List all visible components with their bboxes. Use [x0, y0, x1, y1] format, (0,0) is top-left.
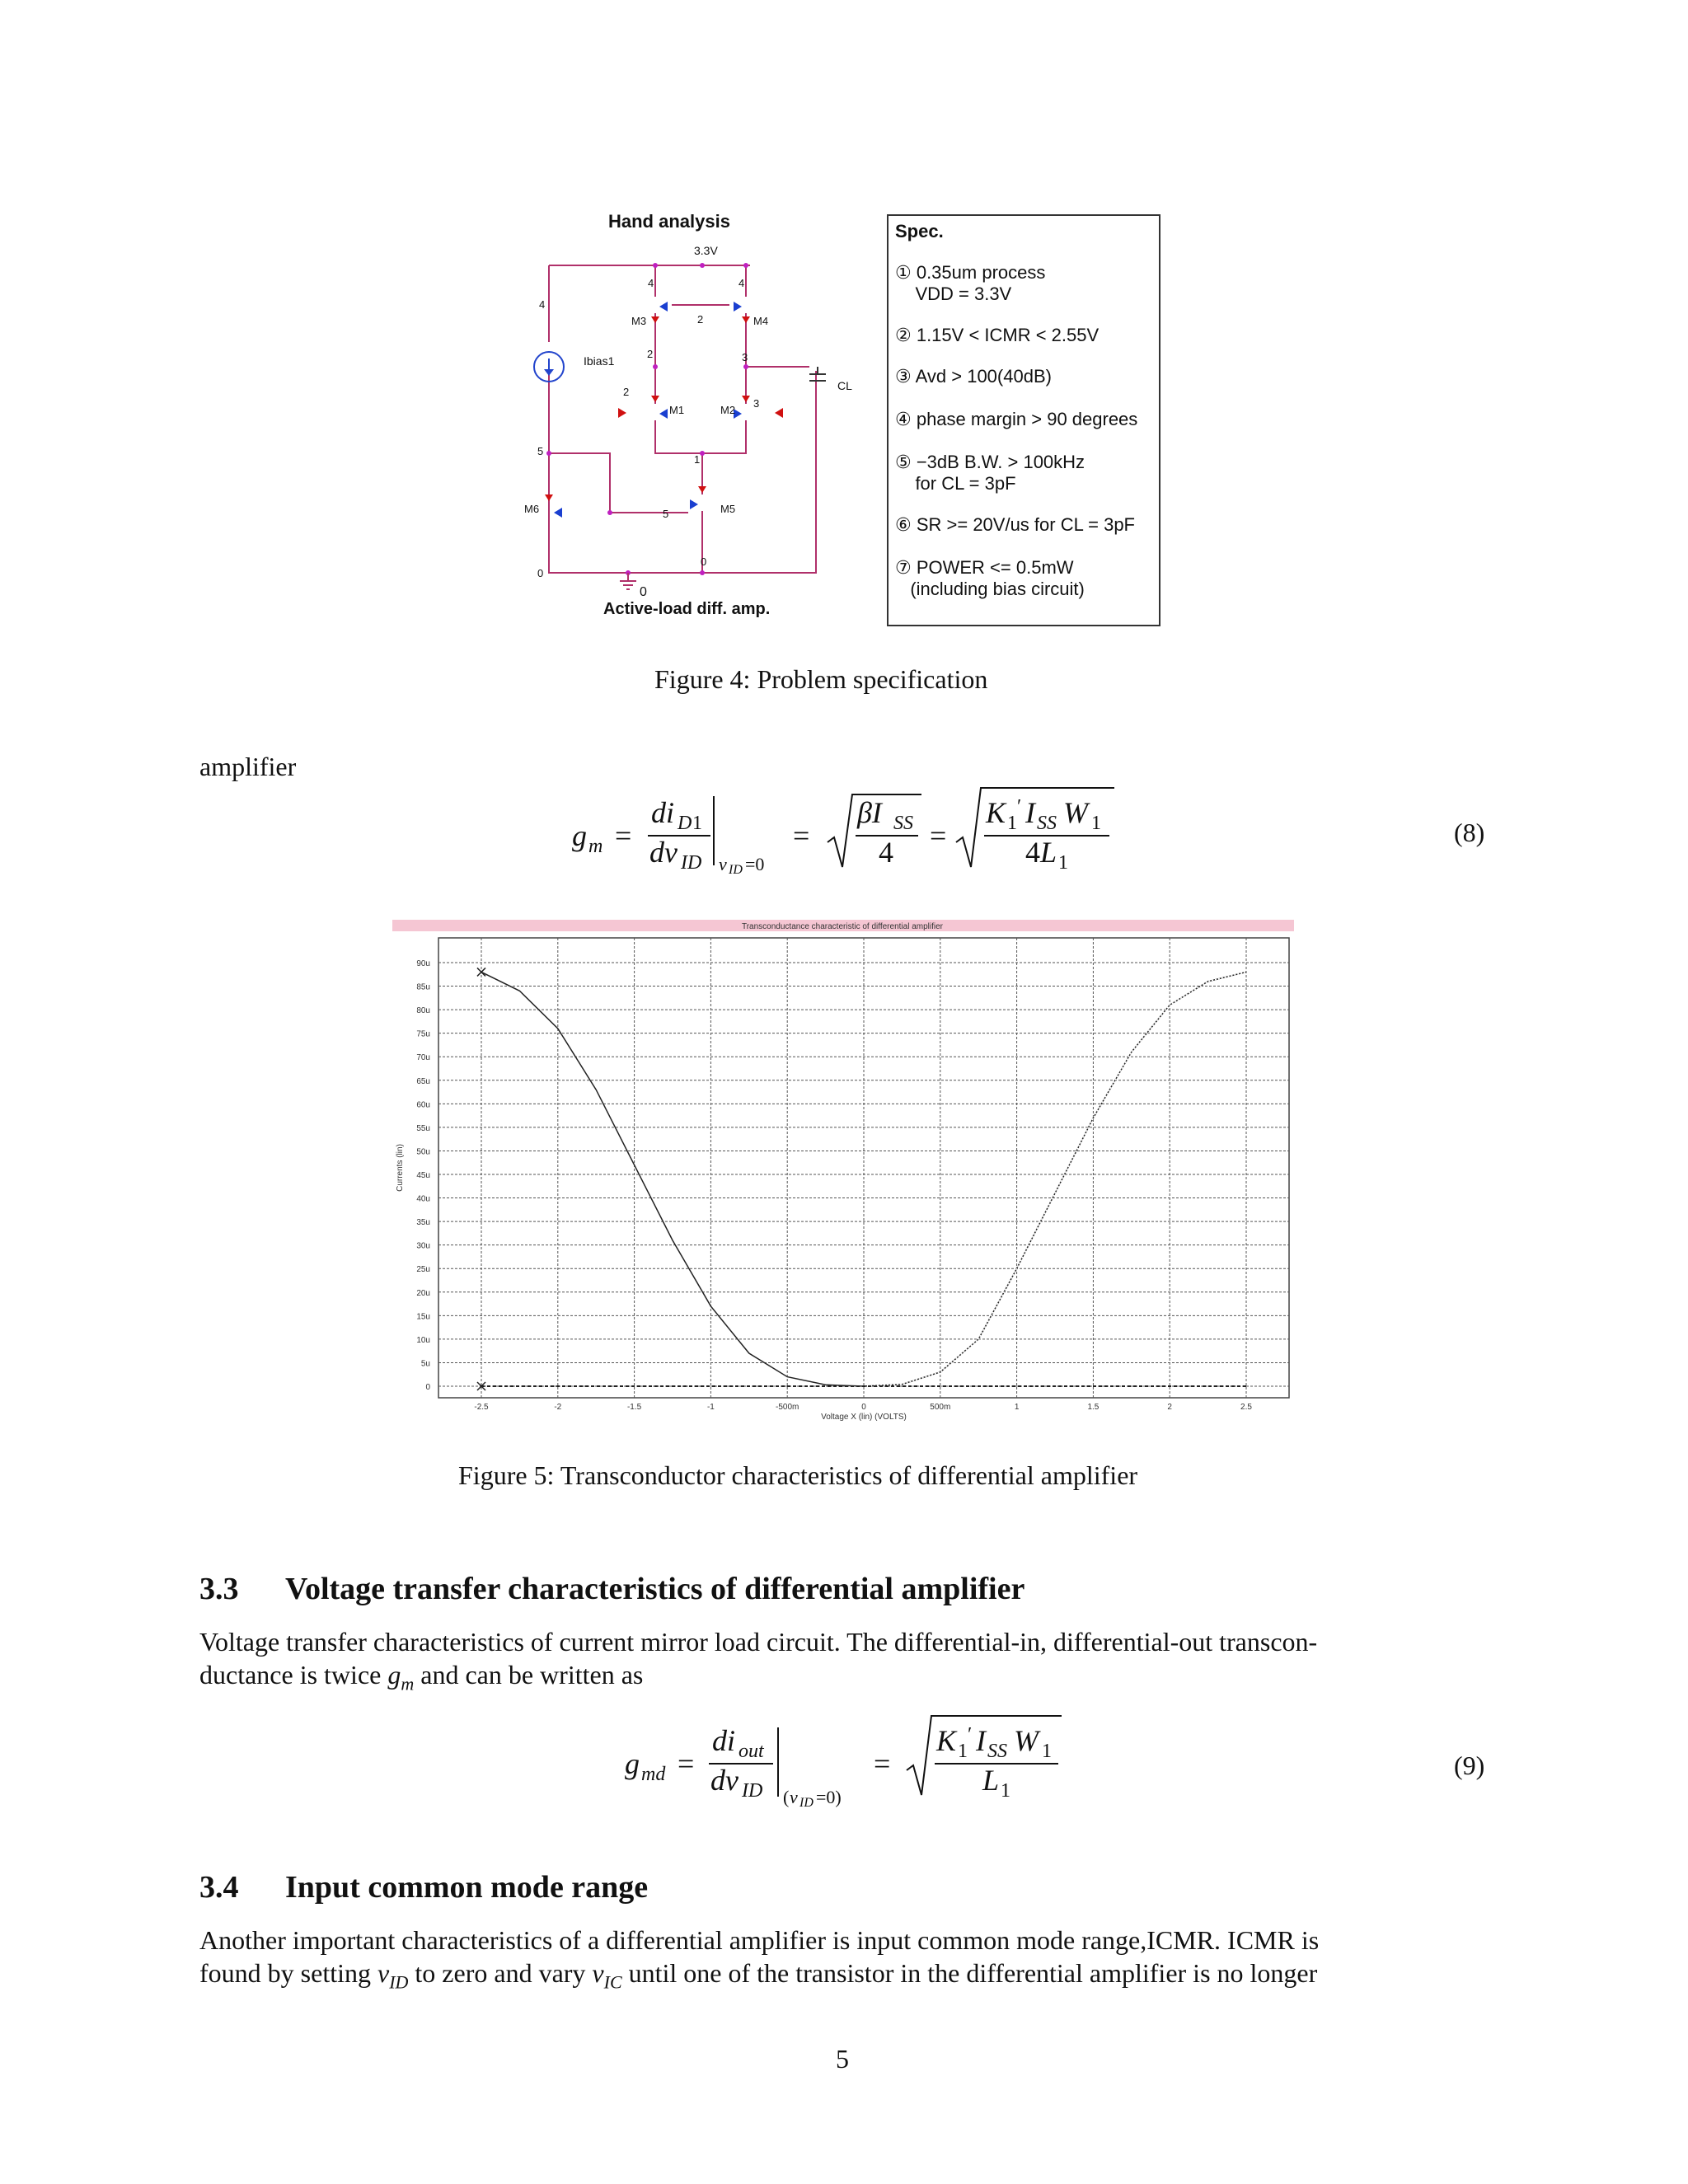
svg-text:1: 1: [1091, 813, 1101, 834]
node-label: 4: [539, 298, 546, 311]
y-tick-label: 65u: [416, 1076, 430, 1086]
transistor-m5-label: M5: [720, 503, 736, 515]
y-tick-label: 10u: [416, 1335, 430, 1345]
transistor-m1-label: M1: [669, 404, 685, 416]
svg-text:=: =: [793, 819, 810, 852]
math-symbol: v: [377, 1958, 390, 1988]
text-span: until one of the transistor in the differential amplifier is no longer: [628, 1958, 1318, 1988]
x-tick-label: -500m: [776, 1403, 799, 1412]
y-tick-label: 40u: [416, 1194, 430, 1204]
x-tick-label: 1.5: [1087, 1403, 1100, 1412]
svg-text:1: 1: [1001, 1780, 1010, 1802]
node-label: 2: [623, 386, 630, 398]
y-tick-label: 15u: [416, 1312, 430, 1322]
svg-text:=: =: [930, 819, 947, 852]
text-span: and can be written as: [420, 1660, 644, 1690]
section-number: 3.3: [199, 1572, 239, 1606]
node-label: 2: [697, 313, 704, 326]
math-symbol: g: [387, 1660, 401, 1690]
text-span: to zero and vary: [415, 1958, 586, 1988]
svg-text:SS: SS: [1037, 813, 1057, 834]
svg-text:=0): =0): [816, 1787, 842, 1807]
transistor-m6-label: M6: [524, 503, 540, 515]
node-label: 3: [753, 397, 760, 410]
svg-text:L: L: [982, 1764, 1000, 1797]
paragraph-line: Another important characteristics of a differential amplifier is input common mode range,ICMR. ICMR is: [199, 1925, 1320, 1955]
svg-text:v: v: [719, 854, 727, 874]
section-3-3-paragraph: [199, 1625, 1489, 1700]
svg-text:SS: SS: [893, 813, 913, 834]
svg-text:v: v: [790, 1787, 798, 1807]
y-tick-label: 50u: [416, 1147, 430, 1157]
svg-text:′: ′: [968, 1724, 973, 1746]
bias-label: Ibias1: [584, 354, 615, 368]
x-tick-label: -2: [554, 1403, 562, 1412]
svg-text:I: I: [1025, 796, 1035, 829]
node-label: 4: [648, 277, 654, 289]
svg-text:1: 1: [1058, 852, 1068, 874]
transistor-m4-label: M4: [753, 315, 769, 327]
spec-box: [887, 214, 1160, 626]
y-tick-label: 30u: [416, 1241, 430, 1251]
svg-text:W: W: [1014, 1724, 1039, 1757]
x-tick-label: -1: [706, 1403, 715, 1412]
section-3-4-paragraph: [199, 1924, 1489, 1999]
figure-5-caption: Figure 5: Transconductor characteristics of differential amplifier: [458, 1460, 1138, 1490]
transistor-m3-label: M3: [631, 315, 647, 327]
y-tick-label: 35u: [416, 1218, 430, 1228]
page-number: 5: [836, 2044, 849, 2074]
equation-9: [0, 1698, 1688, 1830]
node-label: 2: [647, 348, 654, 360]
transconductance-chart: [391, 920, 1297, 1431]
x-tick-label: 1: [1014, 1403, 1020, 1412]
transistor-m2-label: M2: [720, 404, 736, 416]
svg-text:βI: βI: [857, 796, 882, 829]
preceding-text: amplifier: [199, 752, 297, 781]
paragraph-line: Voltage transfer characteristics of current mirror load circuit. The differential-in, differential-out transcon-: [199, 1627, 1318, 1657]
x-tick-label: -1.5: [626, 1403, 642, 1412]
x-axis-label: Voltage X (lin) (VOLTS): [821, 1413, 907, 1422]
svg-text:ID: ID: [729, 863, 743, 877]
y-tick-label: 25u: [416, 1265, 430, 1275]
figure-5-chart: [391, 920, 1297, 1431]
section-3-4-heading: [199, 1869, 648, 1905]
y-tick-label: 75u: [416, 1029, 430, 1039]
node-label: 4: [738, 277, 745, 289]
spec-item: ⑥ SR >= 20V/us for CL = 3pF: [895, 514, 1135, 535]
svg-text:K: K: [986, 796, 1006, 829]
y-tick-label: 90u: [416, 959, 430, 968]
math-subscript: ID: [389, 1971, 409, 1993]
svg-text:1: 1: [1007, 813, 1017, 834]
svg-text:ID: ID: [742, 1780, 763, 1802]
svg-text:=: =: [678, 1747, 695, 1780]
svg-text:L: L: [1040, 836, 1057, 869]
svg-text:1: 1: [692, 813, 702, 834]
svg-text:K: K: [936, 1724, 957, 1757]
math-subscript: m: [401, 1673, 415, 1694]
svg-text:=: =: [874, 1747, 891, 1780]
svg-text:dv: dv: [710, 1764, 738, 1797]
svg-text:4: 4: [879, 836, 893, 869]
y-tick-label: 70u: [416, 1053, 430, 1063]
x-tick-label: 2: [1167, 1403, 1172, 1412]
svg-text:di: di: [651, 796, 675, 829]
node-label: 3: [742, 351, 748, 363]
paragraph-line: [199, 1658, 1489, 1700]
section-number: 3.4: [199, 1870, 239, 1905]
svg-text:=0: =0: [745, 854, 765, 874]
x-tick-label: 0: [861, 1403, 866, 1412]
svg-text:(: (: [783, 1787, 790, 1807]
spec-title: Spec.: [895, 221, 944, 241]
load-cap-label: CL: [837, 379, 852, 392]
svg-text:dv: dv: [649, 836, 678, 869]
spec-item: ① 0.35um process VDD = 3.3V: [895, 262, 1046, 304]
chart-title: Transconductance characteristic of differential amplifier: [741, 922, 944, 931]
section-title: Voltage transfer characteristics of differential amplifier: [285, 1572, 1025, 1606]
schematic-title: Hand analysis: [608, 211, 730, 232]
y-tick-label: 55u: [416, 1123, 430, 1133]
spec-item: ② 1.15V < ICMR < 2.55V: [895, 325, 1100, 345]
equation-8-number: (8): [1454, 818, 1485, 847]
svg-text:′: ′: [1017, 796, 1022, 818]
x-tick-label: 2.5: [1240, 1403, 1252, 1412]
svg-text:4: 4: [1025, 836, 1040, 869]
section-3-3-heading: [199, 1571, 1025, 1607]
y-tick-label: 85u: [416, 982, 430, 992]
svg-text:md: md: [641, 1764, 666, 1785]
x-tick-label: 500m: [930, 1403, 951, 1412]
node-label: 5: [537, 445, 544, 457]
y-tick-label: 60u: [416, 1100, 430, 1110]
paragraph-line: [199, 1957, 1489, 1999]
spec-item: ⑦ POWER <= 0.5mW (including bias circuit): [895, 557, 1085, 599]
svg-text:di: di: [712, 1724, 736, 1757]
x-tick-label: -2.5: [474, 1403, 489, 1412]
svg-text:W: W: [1063, 796, 1088, 829]
y-tick-label: 5u: [420, 1359, 430, 1369]
y-tick-label: 0: [425, 1383, 430, 1392]
y-axis-label: Currents (lin): [396, 1144, 405, 1192]
svg-text:D: D: [678, 813, 692, 834]
equation-9-number: (9): [1454, 1750, 1485, 1780]
svg-text:out: out: [738, 1741, 764, 1762]
text-span: found by setting: [199, 1958, 371, 1988]
svg-text:=: =: [615, 819, 632, 852]
svg-text:ID: ID: [799, 1796, 814, 1810]
y-tick-label: 20u: [416, 1288, 430, 1298]
spec-item: ③ Avd > 100(40dB): [895, 366, 1052, 387]
node-label: 5: [663, 508, 669, 520]
section-title: Input common mode range: [285, 1870, 649, 1905]
math-subscript: IC: [603, 1971, 622, 1993]
node-label: 0: [640, 585, 647, 599]
schematic-footer: Active-load diff. amp.: [603, 600, 771, 618]
text-span: ductance is twice: [199, 1660, 382, 1690]
node-label: 1: [694, 453, 701, 466]
svg-text:1: 1: [958, 1741, 968, 1762]
svg-text:SS: SS: [987, 1741, 1007, 1762]
spec-item: ④ phase margin > 90 degrees: [895, 409, 1138, 429]
svg-text:g: g: [625, 1747, 640, 1780]
figure-4-caption: Figure 4: Problem specification: [654, 664, 988, 694]
svg-text:ID: ID: [681, 852, 702, 874]
math-symbol: v: [592, 1958, 604, 1988]
spec-item: ⑤ −3dB B.W. > 100kHz for CL = 3pF: [895, 452, 1085, 494]
svg-text:m: m: [588, 836, 603, 857]
svg-text:I: I: [976, 1724, 986, 1757]
node-label: 0: [537, 567, 544, 579]
svg-text:g: g: [572, 819, 587, 852]
svg-text:1: 1: [1042, 1741, 1052, 1762]
y-tick-label: 80u: [416, 1006, 430, 1016]
plot-area: [438, 938, 1289, 1398]
y-tick-label: 45u: [416, 1171, 430, 1180]
vdd-label: 3.3V: [694, 244, 718, 257]
node-label: 0: [701, 555, 707, 568]
